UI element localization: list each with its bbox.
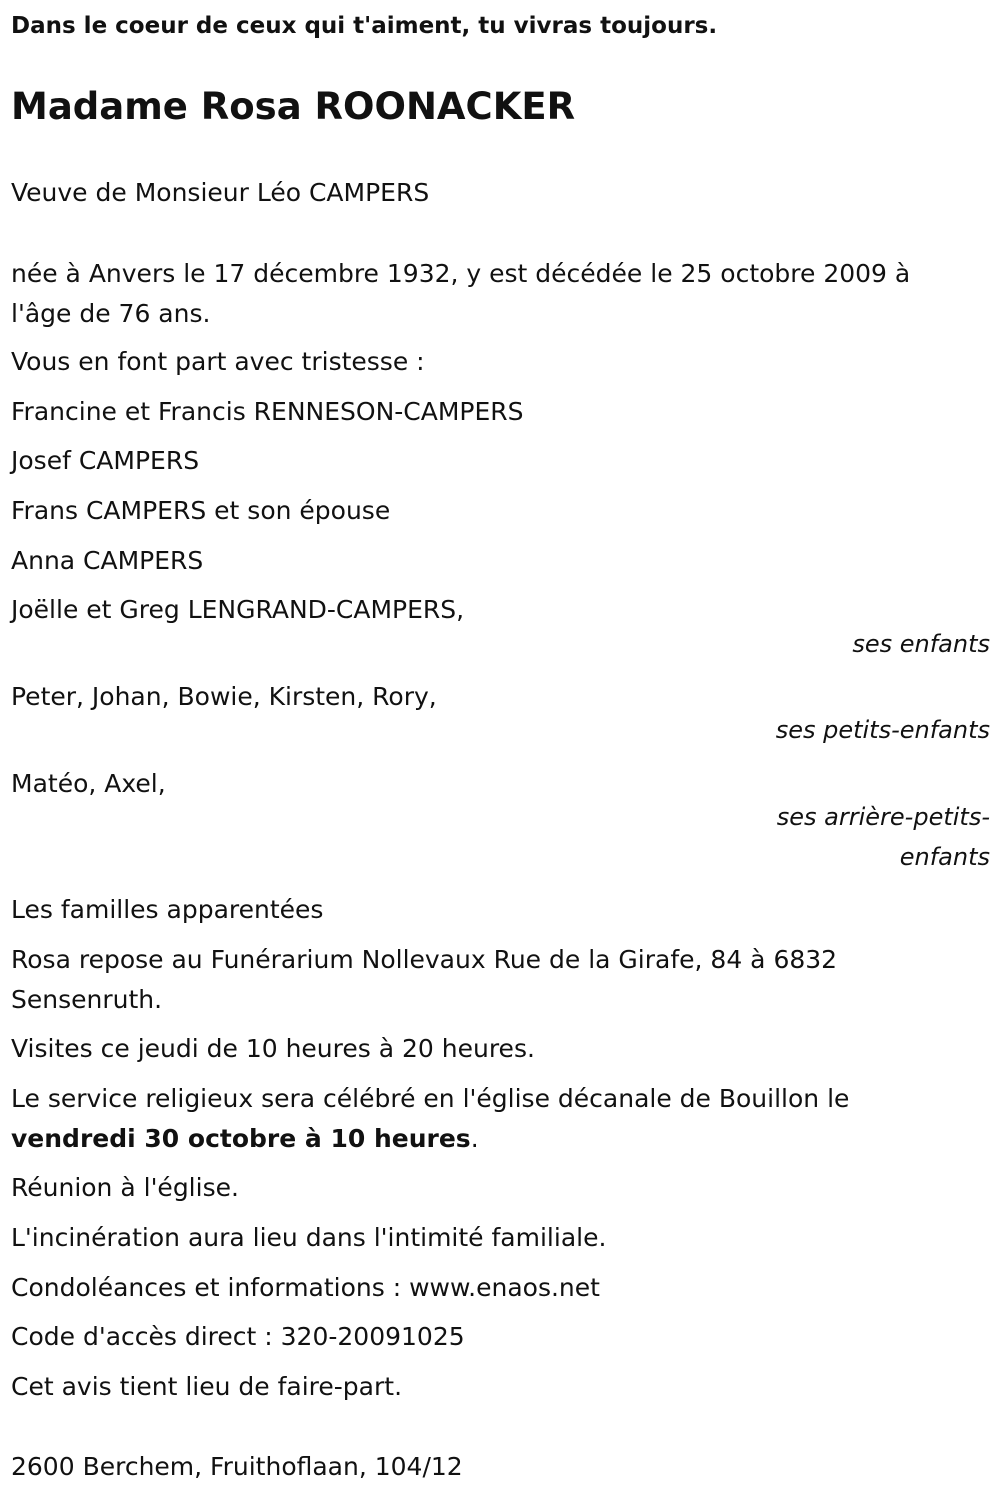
birth-death-line-2: l'âge de 76 ans. [11, 299, 211, 328]
child-entry: Frans CAMPERS et son épouse [11, 496, 391, 525]
service-date: vendredi 30 octobre à 10 heures [11, 1124, 471, 1153]
meeting: Réunion à l'église. [11, 1173, 239, 1202]
condolences: Condoléances et informations : www.enaos.net [11, 1273, 600, 1302]
resting-place-line-1: Rosa repose au Funérarium Nollevaux Rue de la Girafe, 84 à 6832 [11, 945, 838, 974]
cremation: L'incinération aura lieu dans l'intimité familiale. [11, 1223, 607, 1252]
children-label: ses enfants [852, 630, 990, 658]
visiting-hours: Visites ce jeudi de 10 heures à 20 heures. [11, 1034, 535, 1063]
related-families: Les familles apparentées [11, 895, 324, 924]
grandchildren: Peter, Johan, Bowie, Kirsten, Rory, [11, 682, 437, 711]
service-end: . [470, 1124, 479, 1153]
great-grandchildren-label: ses arrière-petits- [776, 803, 990, 831]
child-entry: Francine et Francis RENNESON-CAMPERS [11, 397, 524, 426]
announcement: Vous en font part avec tristesse : [11, 347, 425, 376]
great-grandchildren: Matéo, Axel, [11, 769, 166, 798]
notice: Cet avis tient lieu de faire-part. [11, 1372, 403, 1401]
child-entry: Joëlle et Greg LENGRAND-CAMPERS, [11, 595, 465, 624]
deceased-name: Madame Rosa ROONACKER [11, 85, 576, 128]
resting-place-line-2: Sensenruth. [11, 985, 163, 1014]
great-grandchildren-label-cont: enfants [899, 843, 990, 871]
service-line-2 [11, 1119, 989, 1159]
service-line-1: Le service religieux sera célébré en l'église décanale de Bouillon le [11, 1084, 850, 1113]
grandchildren-label: ses petits-enfants [775, 716, 990, 744]
epigraph: Dans le coeur de ceux qui t'aiment, tu vivras toujours. [11, 13, 718, 39]
access-code: Code d'accès direct : 320-20091025 [11, 1322, 465, 1351]
widow-line: Veuve de Monsieur Léo CAMPERS [11, 178, 430, 207]
child-entry: Anna CAMPERS [11, 546, 204, 575]
child-entry: Josef CAMPERS [11, 446, 200, 475]
birth-death-line-1: née à Anvers le 17 décembre 1932, y est décédée le 25 octobre 2009 à [11, 259, 911, 288]
address: 2600 Berchem, Fruithoflaan, 104/12 [11, 1452, 463, 1481]
